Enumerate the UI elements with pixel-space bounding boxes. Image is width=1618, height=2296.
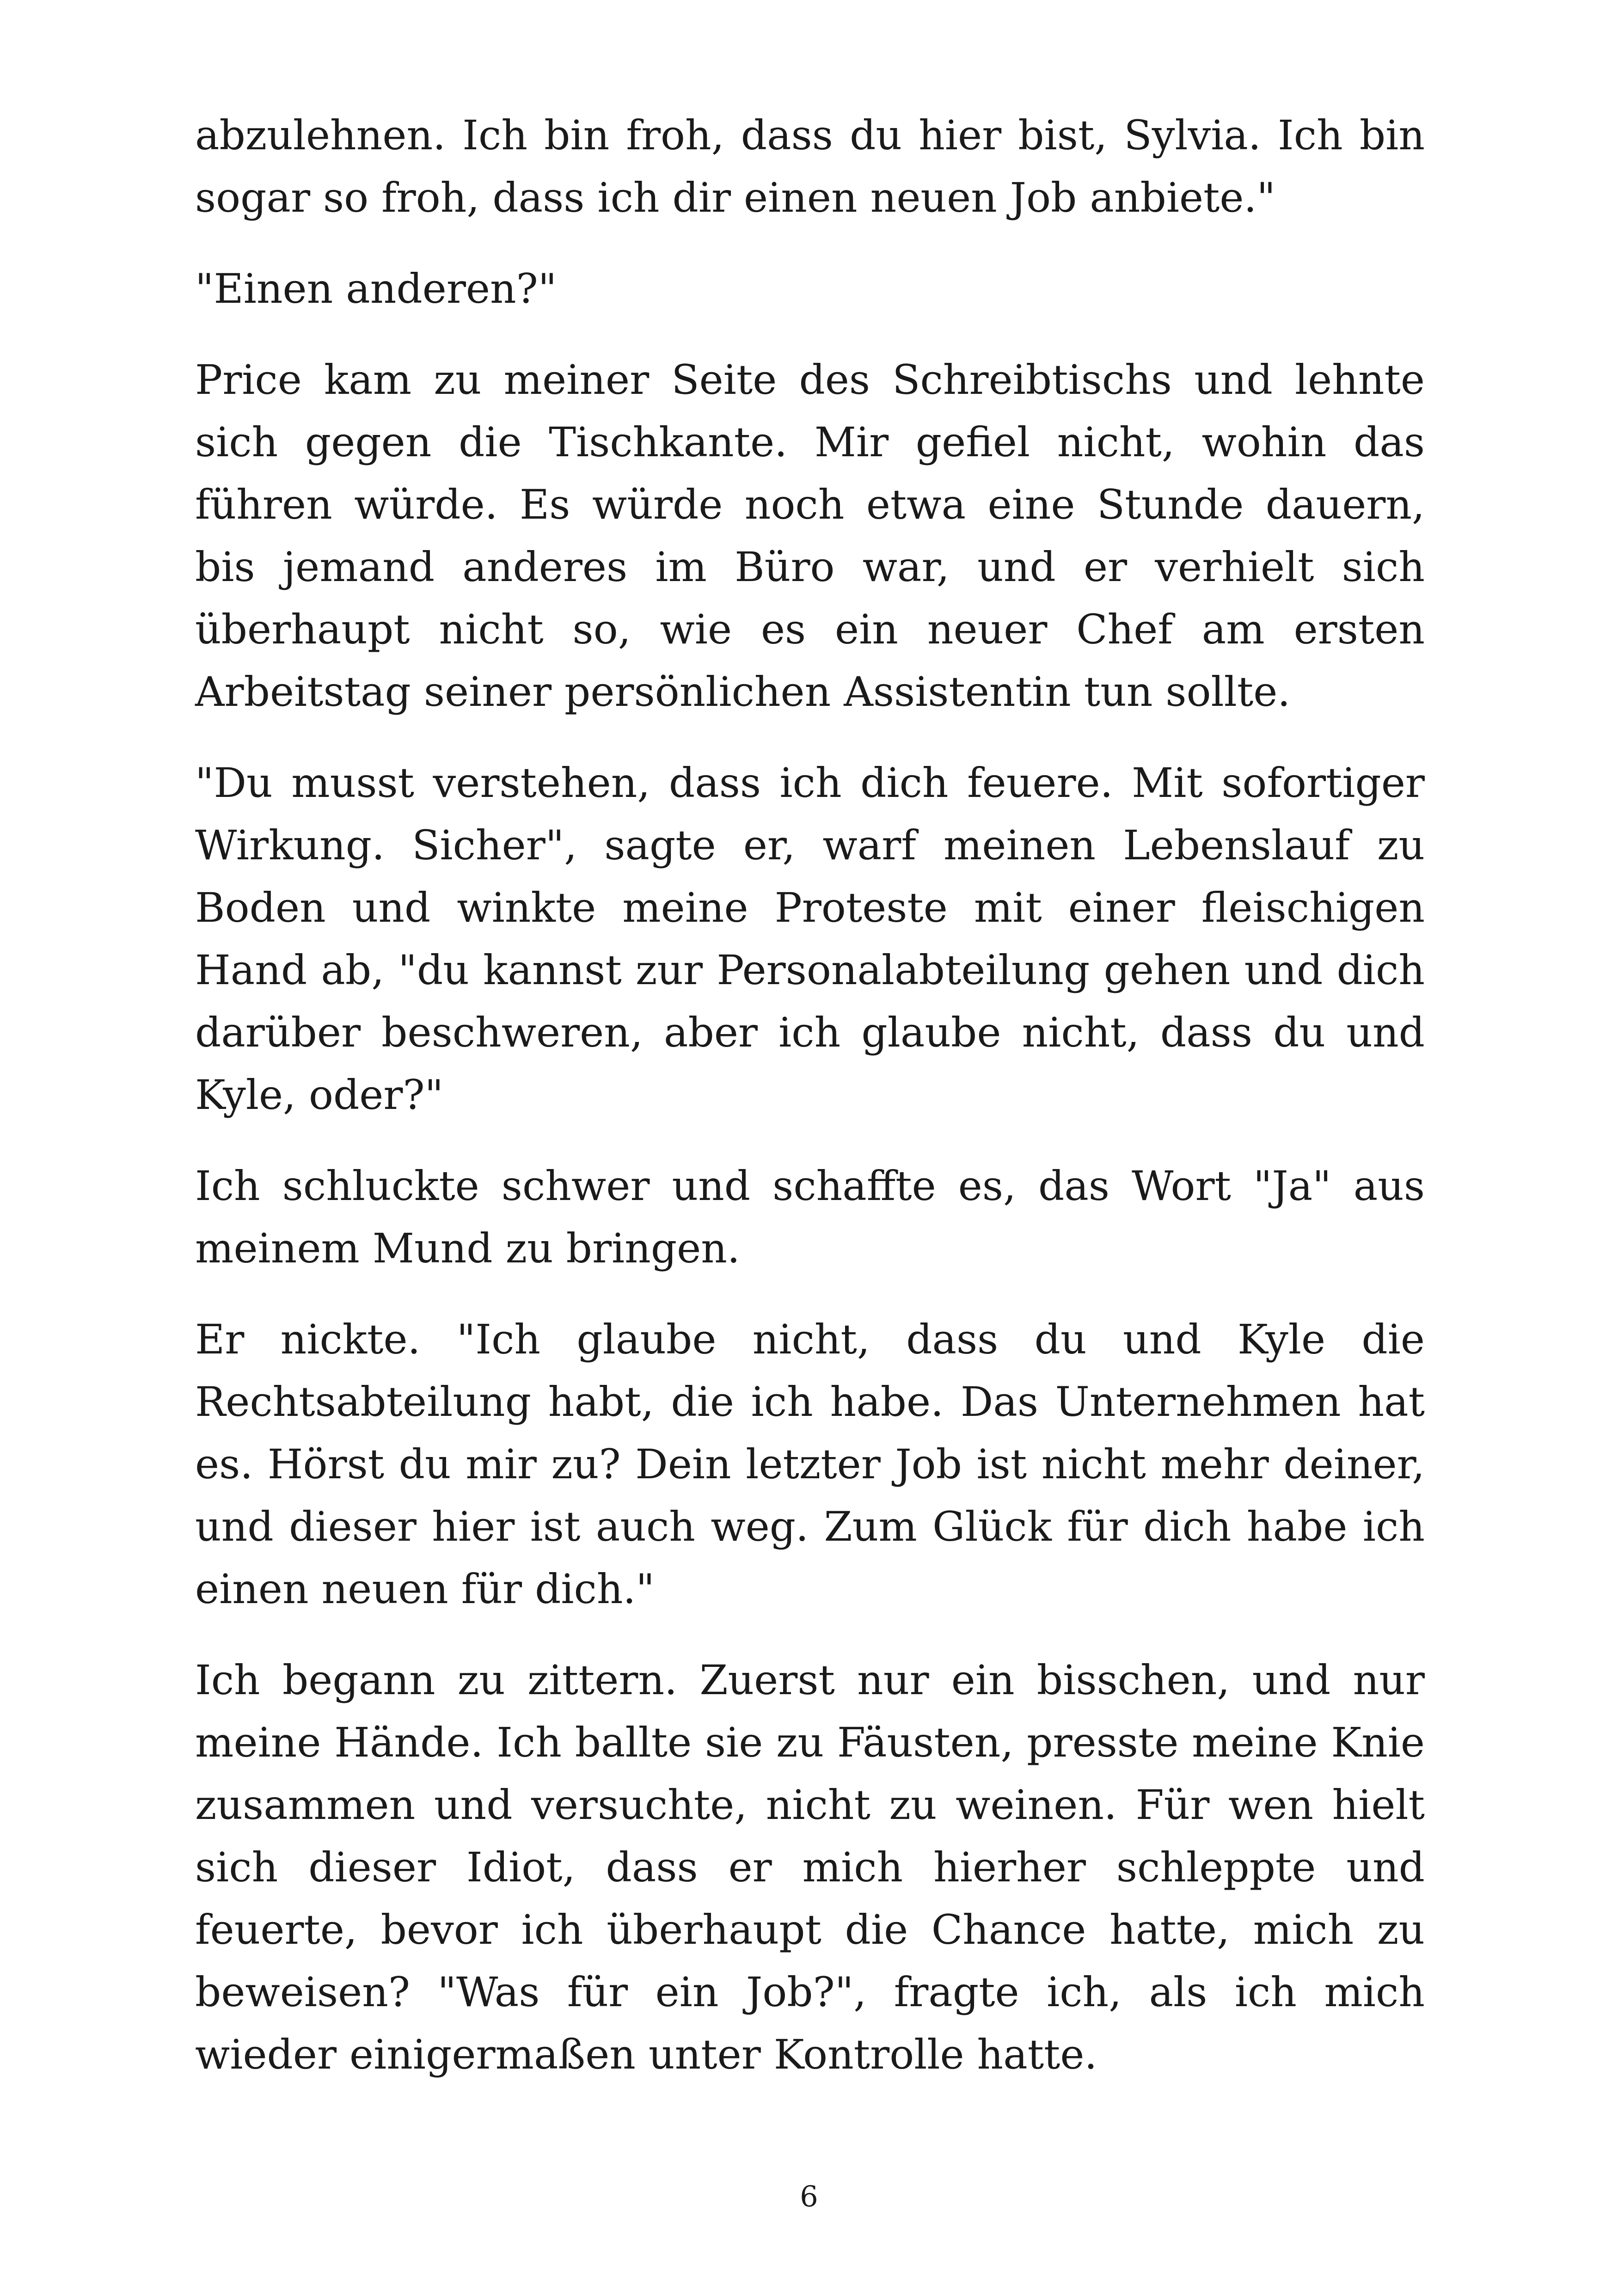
paragraph: Ich begann zu zittern. Zuerst nur ein bisschen, und nur meine Hände. Ich ballte sie zu Fäusten, presste meine Knie zusammen und versuchte, nicht zu weinen. Für wen hielt sich dieser Idiot, dass er mich hierher schleppte und feuerte, bevor ich überhaupt die Chance hatte, mich zu beweisen? "Was für ein Job?", fragte ich, als ich mich wieder einigermaßen unter Kontrolle hatte. xyxy=(195,1656,1425,2078)
paragraph: Ich schluckte schwer und schaffte es, das Wort "Ja" aus meinem Mund zu bringen. xyxy=(195,1162,1425,1272)
paragraph: Price kam zu meiner Seite des Schreibtischs und lehnte sich gegen die Tischkante. Mir gefiel nicht, wohin das führen würde. Es würde noch etwa eine Stunde dauern, bis jemand anderes im Büro war, und er verhielt sich überhaupt nicht so, wie es ein neuer Chef am ersten Arbeitstag seiner persönlichen Assistentin tun sollte. xyxy=(195,356,1425,716)
paragraph: Er nickte. "Ich glaube nicht, dass du und Kyle die Rechtsabteilung habt, die ich habe. Das Unternehmen hat es. Hörst du mir zu? Dein letzter Job ist nicht mehr deiner, und dieser hier ist auch weg. Zum Glück für dich habe ich einen neuen für dich." xyxy=(195,1316,1425,1613)
paragraph: abzulehnen. Ich bin froh, dass du hier bist, Sylvia. Ich bin sogar so froh, dass ich dir einen neuen Job anbiete." xyxy=(195,111,1425,221)
paragraph: "Du musst verstehen, dass ich dich feuere. Mit sofortiger Wirkung. Sicher", sagte er, warf meinen Lebenslauf zu Boden und winkte meine Proteste mit einer fleischigen Hand ab, "du kannst zur Personalabteilung gehen und dich darüber beschweren, aber ich glaube nicht, dass du und Kyle, oder?" xyxy=(195,759,1425,1119)
paragraph: "Einen anderen?" xyxy=(195,265,557,312)
page-body xyxy=(195,104,1425,2114)
page-number: 6 xyxy=(800,2180,818,2213)
